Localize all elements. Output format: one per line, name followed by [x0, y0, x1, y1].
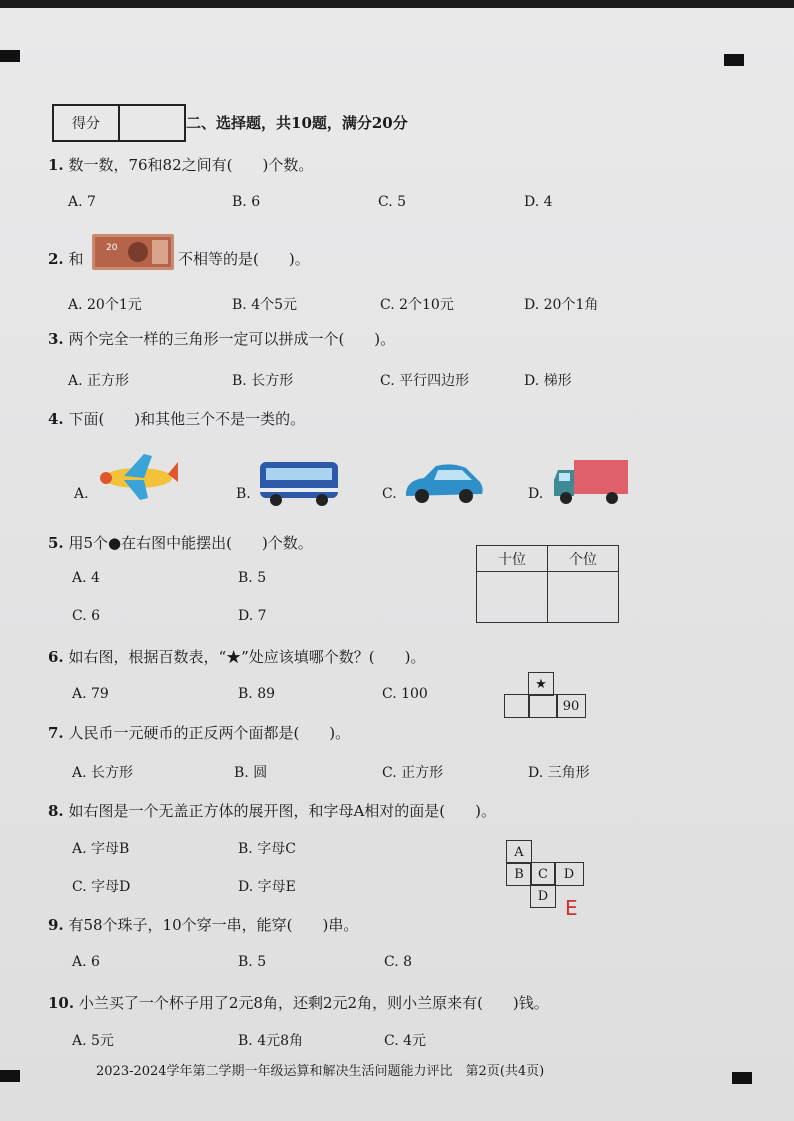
- option-c[interactable]: C. 100: [382, 686, 428, 702]
- registration-mark: [724, 54, 744, 66]
- question-5: [48, 532, 313, 553]
- question-9: [48, 914, 358, 935]
- question-3: [48, 328, 395, 349]
- net-face-a: A: [506, 840, 532, 864]
- tens-header: 十位: [477, 546, 548, 572]
- question-number: 8.: [48, 802, 64, 820]
- option-b[interactable]: B. 4元8角: [238, 1033, 304, 1049]
- banknote-20-yuan-icon: [92, 234, 174, 270]
- option-b[interactable]: B.: [236, 486, 251, 502]
- option-a[interactable]: A. 4: [72, 570, 100, 586]
- option-c[interactable]: C. 8: [384, 954, 413, 970]
- option-c[interactable]: C. 字母D: [72, 879, 131, 895]
- registration-mark: [0, 50, 20, 62]
- option-b[interactable]: B. 长方形: [232, 373, 294, 389]
- option-a[interactable]: A. 5元: [72, 1033, 114, 1049]
- registration-mark: [732, 1072, 752, 1084]
- net-face-bottom: D: [530, 884, 556, 908]
- registration-mark: [0, 1070, 20, 1082]
- question-text: 有58个珠子，10个穿一串，能穿( )串。: [68, 916, 359, 934]
- option-d[interactable]: D.: [528, 486, 544, 502]
- option-b[interactable]: B. 89: [238, 686, 276, 702]
- question-text: 和: [68, 250, 84, 268]
- banknote-value: 20: [106, 243, 118, 253]
- car-icon: [402, 460, 486, 508]
- question-4: [48, 408, 305, 429]
- question-text: 如右图是一个无盖正方体的展开图，和字母A相对的面是( )。: [68, 802, 496, 820]
- place-value-table: [476, 545, 619, 623]
- option-a[interactable]: A. 正方形: [68, 373, 130, 389]
- option-b[interactable]: B. 5: [238, 954, 267, 970]
- star-cell: ★: [528, 672, 554, 696]
- option-a[interactable]: A. 字母B: [72, 841, 130, 857]
- option-c[interactable]: C. 平行四边形: [380, 373, 470, 389]
- option-d[interactable]: D. 4: [524, 194, 553, 210]
- option-b[interactable]: B. 字母C: [238, 841, 296, 857]
- net-face-c: C: [530, 862, 556, 886]
- question-text: 人民币一元硬币的正反两个面都是( )。: [68, 724, 351, 742]
- ones-header: 个位: [548, 546, 619, 572]
- option-a[interactable]: A. 6: [72, 954, 100, 970]
- option-c[interactable]: C. 5: [378, 194, 407, 210]
- question-number: 9.: [48, 916, 64, 934]
- ones-cell: [548, 572, 619, 623]
- question-number: 7.: [48, 724, 64, 742]
- question-number: 4.: [48, 410, 64, 428]
- option-d[interactable]: D. 字母E: [238, 879, 296, 895]
- question-number: 2.: [48, 250, 64, 268]
- airplane-icon: [94, 448, 178, 504]
- chart-cell: [528, 694, 558, 718]
- option-a[interactable]: A. 7: [68, 194, 96, 210]
- option-b[interactable]: B. 6: [232, 194, 261, 210]
- chart-cell: [504, 694, 530, 718]
- option-a[interactable]: A. 长方形: [72, 765, 134, 781]
- option-d[interactable]: D. 7: [238, 608, 267, 624]
- option-b[interactable]: B. 4个5元: [232, 297, 298, 313]
- question-number: 5.: [48, 534, 64, 552]
- score-label: 得分: [54, 106, 120, 140]
- question-text: 用5个●在右图中能摆出( )个数。: [68, 534, 313, 552]
- option-c[interactable]: C. 6: [72, 608, 101, 624]
- truck-icon: [550, 456, 630, 510]
- section-title: 二、选择题，共10题，满分20分: [186, 114, 408, 132]
- question-1: [48, 154, 313, 175]
- option-d[interactable]: D. 20个1角: [524, 297, 599, 313]
- option-a[interactable]: A. 79: [72, 686, 109, 702]
- question-text: 两个完全一样的三角形一定可以拼成一个( )。: [68, 330, 396, 348]
- option-c[interactable]: C. 正方形: [382, 765, 444, 781]
- option-d[interactable]: D. 梯形: [524, 373, 572, 389]
- question-text: 下面( )和其他三个不是一类的。: [68, 410, 306, 428]
- bus-icon: [258, 458, 340, 508]
- exam-sheet: [0, 8, 794, 1121]
- option-c[interactable]: C. 4元: [384, 1033, 427, 1049]
- question-7: [48, 722, 350, 743]
- option-c[interactable]: C.: [382, 486, 397, 502]
- option-b[interactable]: B. 圆: [234, 765, 268, 781]
- page-footer: 2023-2024学年第二学期一年级运算和解决生活问题能力评比 第2页(共4页): [96, 1064, 545, 1079]
- handwritten-answer: E: [565, 896, 578, 920]
- tens-cell: [477, 572, 548, 623]
- question-text: 不相等的是( )。: [178, 250, 310, 268]
- question-number: 1.: [48, 156, 64, 174]
- question-number: 6.: [48, 648, 64, 666]
- question-8: [48, 800, 496, 821]
- question-2: [48, 248, 83, 269]
- question-text: 数一数，76和82之间有( )个数。: [68, 156, 314, 174]
- option-a[interactable]: A.: [74, 486, 89, 502]
- score-blank[interactable]: [120, 106, 184, 140]
- option-d[interactable]: D. 三角形: [528, 765, 590, 781]
- question-text: 小兰买了一个杯子用了2元8角，还剩2元2角，则小兰原来有( )钱。: [78, 994, 549, 1012]
- question-number: 3.: [48, 330, 64, 348]
- net-face-d: D: [554, 862, 584, 886]
- net-face-b: B: [506, 862, 532, 886]
- option-b[interactable]: B. 5: [238, 570, 267, 586]
- value-cell: 90: [556, 694, 586, 718]
- option-c[interactable]: C. 2个10元: [380, 297, 454, 313]
- question-number: 10.: [48, 994, 75, 1012]
- question-text: 如右图，根据百数表，“★”处应该填哪个数？( )。: [68, 648, 426, 666]
- option-a[interactable]: A. 20个1元: [68, 297, 142, 313]
- score-box: [52, 104, 186, 142]
- question-6: [48, 646, 426, 667]
- question-10: [48, 992, 549, 1013]
